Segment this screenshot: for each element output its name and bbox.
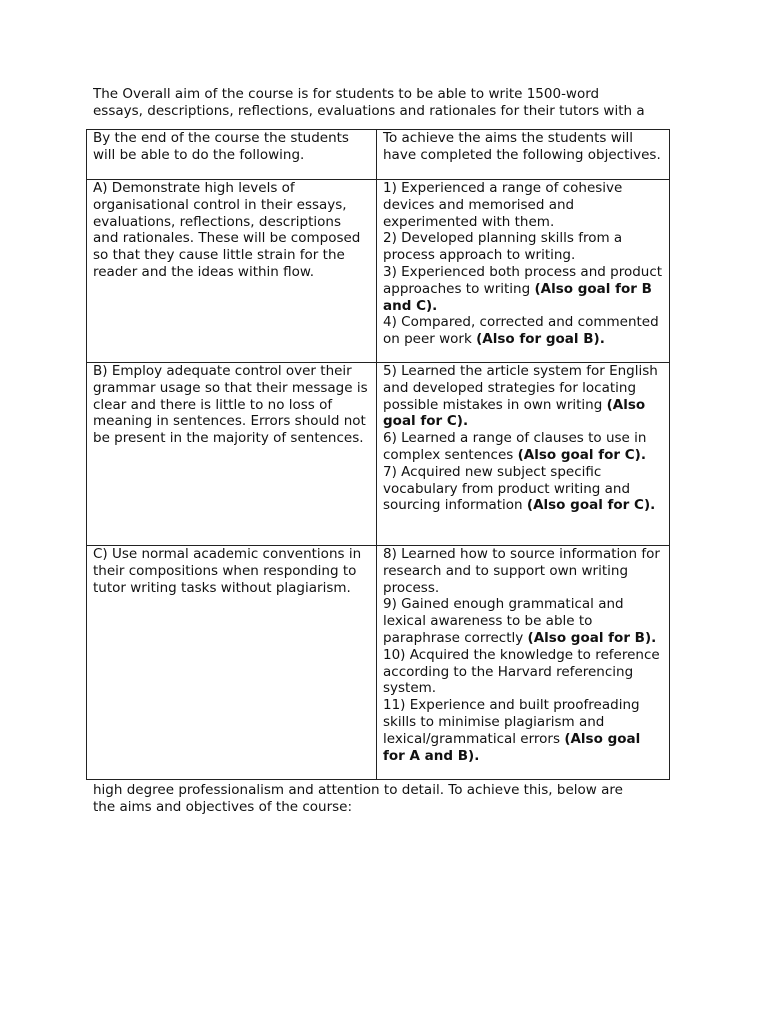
objective-5: 5) Learned the article system for English and developed strategies for locating possible mistakes in own writing (Also goal for C).: [383, 363, 658, 430]
objective-3: 3) Experienced both process and product approaches to writing (Also goal for B and C).: [383, 263, 663, 314]
aim-cell-c: C) Use normal academic conventions in their compositions when responding to tutor writing tasks without plagiarism.: [87, 546, 377, 780]
objectives-cell-a: [377, 180, 670, 363]
intro-line-2: essays, descriptions, reflections, evaluations and rationales for their tutors with a: [93, 102, 645, 119]
aim-cell-a: A) Demonstrate high levels of organisational control in their essays, evaluations, reflections, descriptions and rationales. These will be composed so that they cause little strain for the reader and the ideas within flow.: [87, 180, 377, 363]
aims-objectives-table: [86, 129, 670, 780]
table-row: [87, 363, 670, 546]
objective-6: 6) Learned a range of clauses to use in complex sentences (Also goal for C).: [383, 430, 647, 463]
header-cell-objectives: To achieve the aims the students will have completed the following objectives.: [377, 130, 670, 180]
closing-paragraph: [93, 782, 693, 816]
objective-8: 8) Learned how to source information for research and to support own writing process.: [383, 546, 660, 596]
objectives-cell-b: [377, 363, 670, 546]
table-header-row: [87, 130, 670, 180]
objectives-cell-c: [377, 546, 670, 780]
closing-line-1: high degree professionalism and attention to detail. To achieve this, below are: [93, 782, 623, 798]
objective-2: 2) Developed planning skills from a process approach to writing.: [383, 230, 623, 264]
objective-1: 1) Experienced a range of cohesive devices and memorised and experimented with them.: [383, 180, 623, 230]
objective-11: 11) Experience and built proofreading skills to minimise plagiarism and lexical/grammatical errors (Also goal for A and B).: [383, 697, 641, 764]
table-row: [87, 180, 670, 363]
header-cell-aims: By the end of the course the students will be able to do the following.: [87, 130, 377, 180]
objective-9: 9) Gained enough grammatical and lexical awareness to be able to paraphrase correctly (Also goal for B).: [383, 596, 657, 646]
intro-paragraph: [93, 86, 693, 120]
aim-cell-b: B) Employ adequate control over their grammar usage so that their message is clear and there is little to no loss of meaning in sentences. Errors should not be present in the majority of sentences.: [87, 363, 377, 546]
objective-4: 4) Compared, corrected and commented on peer work (Also for goal B).: [383, 314, 659, 348]
intro-line-1: The Overall aim of the course is for students to be able to write 1500-word: [93, 86, 600, 102]
objective-7: 7) Acquired new subject specific vocabulary from product writing and sourcing information (Also goal for C).: [383, 463, 656, 514]
objective-10: 10) Acquired the knowledge to reference according to the Harvard referencing system.: [383, 646, 660, 697]
table-row: [87, 546, 670, 780]
closing-line-2: the aims and objectives of the course:: [93, 798, 353, 815]
